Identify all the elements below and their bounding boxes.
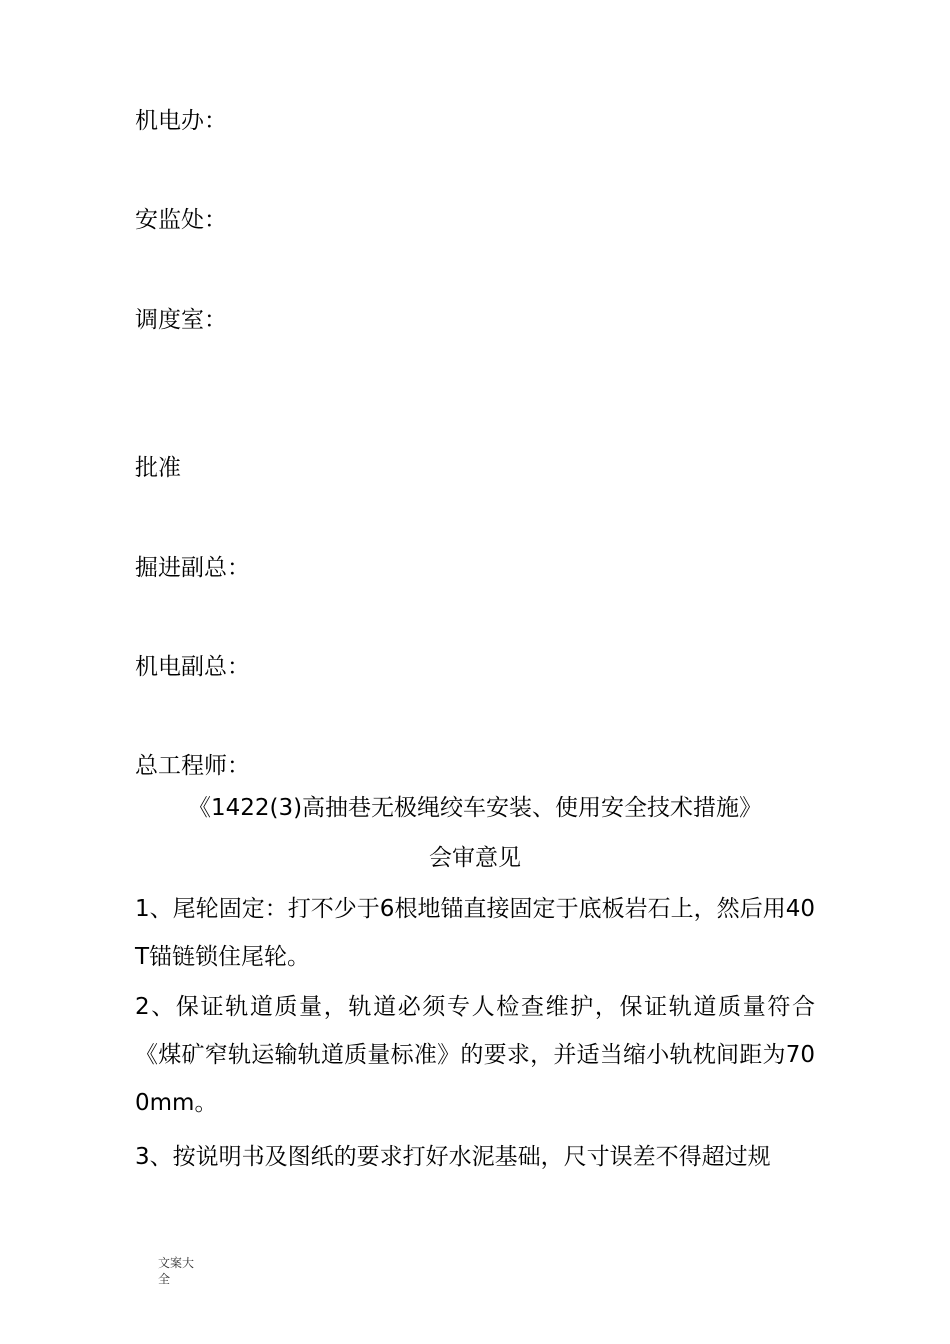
footer-watermark: 文案大全 (158, 1256, 195, 1286)
dispatch-room-label: 调度室： (135, 307, 227, 333)
chief-engineer-label: 总工程师： (135, 753, 250, 779)
approve-label: 批准 (135, 455, 181, 481)
mech-office-label: 机电办： (135, 108, 227, 134)
document-title: 《1422(3)高抽巷无极绳绞车安装、使用安全技术措施》 (187, 795, 763, 821)
review-item-3: 3、按说明书及图纸的要求打好水泥基础，尺寸误差不得超过规 (135, 1144, 771, 1170)
mech-vice-label: 机电副总： (135, 654, 250, 680)
tunneling-vice-label: 掘进副总： (135, 555, 250, 581)
document-subtitle: 会审意见 (429, 845, 521, 871)
review-item-1: 1、尾轮固定：打不少于6根地锚直接固定于底板岩石上，然后用40T锚链锁住尾轮。 (135, 896, 815, 970)
review-item-2: 2、保证轨道质量，轨道必须专人检查维护，保证轨道质量符合《煤矿窄轨运输轨道质量标准》的要求，并适当缩小轨枕间距为700mm。 (135, 994, 815, 1116)
safety-dept-label: 安监处： (135, 207, 227, 233)
